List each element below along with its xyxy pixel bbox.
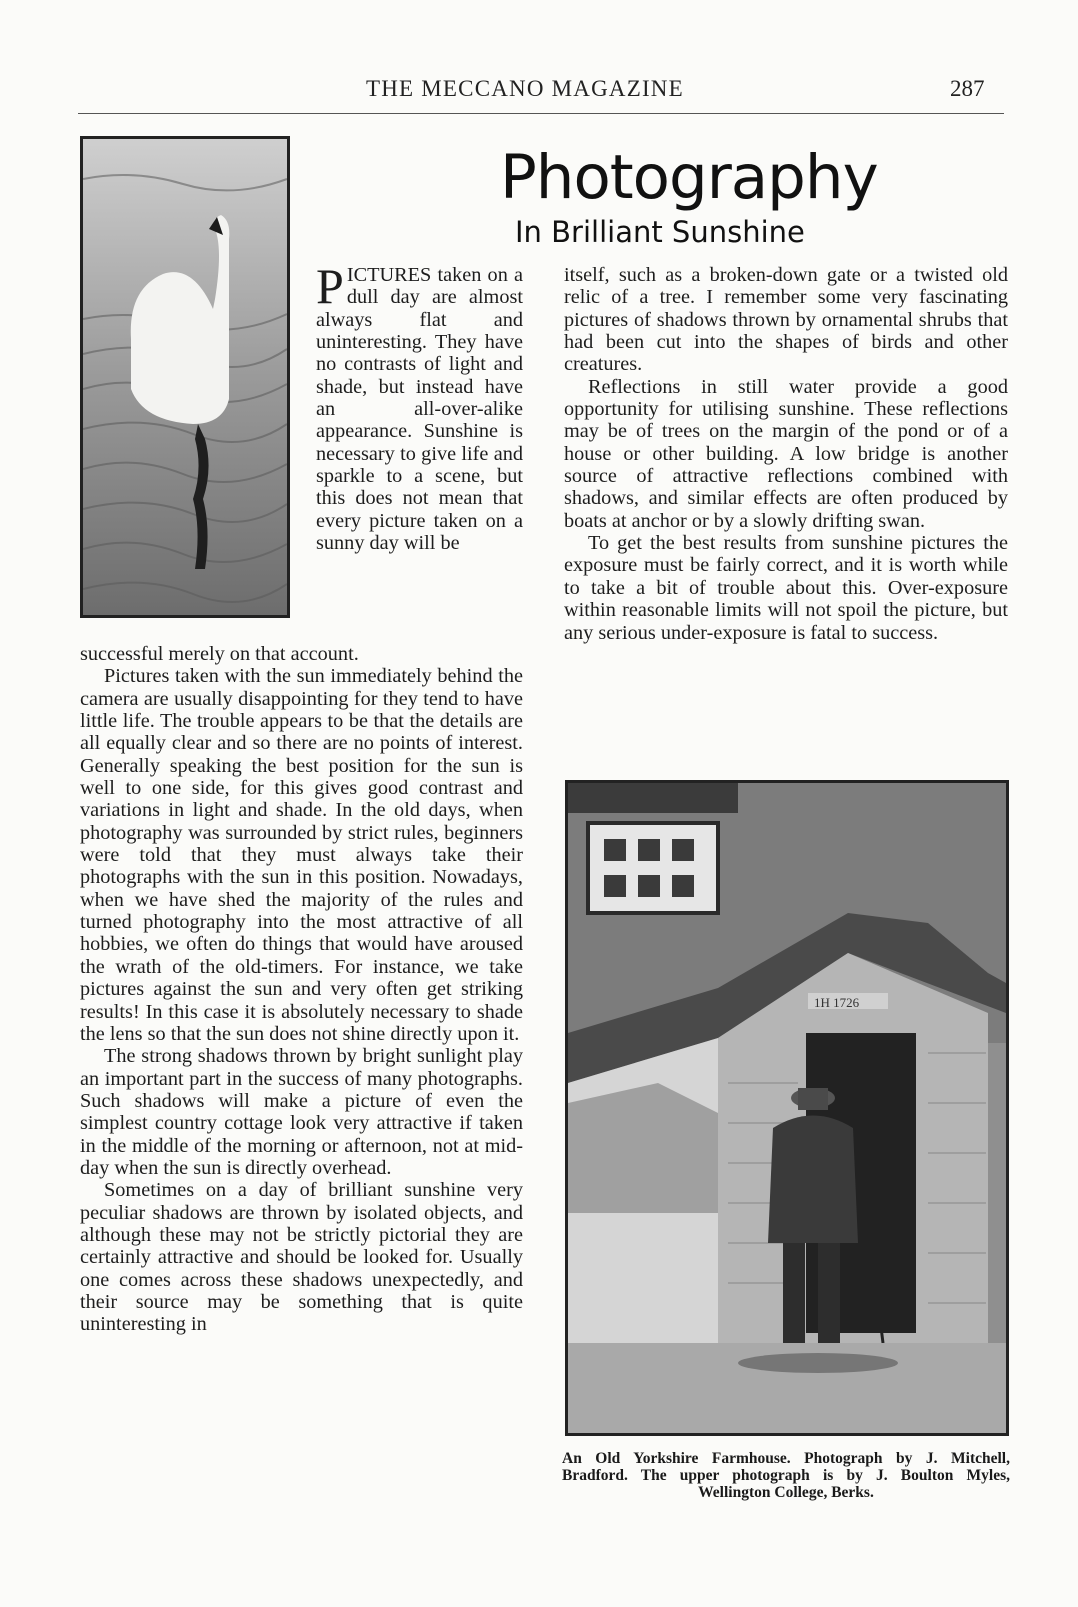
swan-photo [80, 136, 290, 618]
intro-continued: successful merely on that account. [80, 643, 359, 665]
intro-paragraph [316, 258, 523, 555]
page-number: 287 [950, 76, 985, 101]
farmhouse-photo-illustration [568, 783, 1006, 1433]
intro-text: ICTURES taken on a dull day are almost always flat and uninteresting. They have no contrasts of light and shade, but instead have an all-over-alike appearance. Sunshine is necessary to give life and sparkle to a scene, but this does not mean that every picture taken on a sunny day will be [316, 264, 523, 555]
article-title: Photography [500, 142, 878, 213]
paragraph-exposure: To get the best results from sunshine pictures the exposure must be fairly correct, and it is worth while to take a bit of trouble about this. Over-exposure within reasonable limits will not spoil the picture, but any serious under-exposure is fatal to success. [564, 532, 1008, 644]
paragraph-strong-shadows: The strong shadows thrown by bright sunlight play an important part in the success of many photographs. Such shadows will make a picture of even the simplest country cottage look very attractive if taken in the middle of the morning or afternoon, not at mid-day when the sun is directly overhead. [80, 1045, 523, 1179]
right-column [564, 264, 1008, 644]
photo-caption: An Old Yorkshire Farmhouse. Photograph by J. Mitchell, Bradford. The upper photograph is by J. Boulton Myles, Wellington College, Berks. [562, 1450, 1010, 1501]
paragraph-peculiar-shadows: Sometimes on a day of brilliant sunshine very peculiar shadows are thrown by isolated objects, and although these may not be strictly pictorial they are certainly attractive and should be looked for. Usually one comes across these shadows unexpectedly, and their source may be something that is quite uninteresting in [80, 1179, 523, 1336]
paragraph-sun-position: Pictures taken with the sun immediately behind the camera are usually disappointing for they tend to have little life. The trouble appears to be that the details are all equally clear and so there are no points of interest. Generally speaking the best position for the sun is well to one side, for this gives good contrast and variations in light and shade. In the old days, when photography was surrounded by strict rules, beginners were told that they must always take their photographs with the sun in this position. Nowadays, when we have shed the majority of the rules and turned photography into the most attractive of all hobbies, we often do things that would have aroused the wrath of the old-timers. For instance, we take pictures against the sun and very often get striking results! In this case it is absolutely necessary to shade the lens so that the sun does not shine directly upon it. [80, 665, 523, 1045]
header-rule [78, 113, 1004, 114]
lintel-date: 1H 1726 [814, 995, 860, 1010]
article-subtitle: In Brilliant Sunshine [515, 215, 805, 249]
drop-cap: P [316, 258, 344, 314]
left-column [80, 643, 523, 1336]
magazine-header-title: THE MECCANO MAGAZINE [366, 76, 684, 101]
paragraph-reflections: Reflections in still water provide a good opportunity for utilising sunshine. These reflections may be of trees on the margin of the pond or of a house or other building. A low bridge is another source of attractive reflections combined with shadows, and similar effects are often produced by boats at anchor or by a slowly drifting swan. [564, 375, 1008, 532]
right-continuation: itself, such as a broken-down gate or a twisted old relic of a tree. I remember some very fascinating pictures of shadows thrown by ornamental shrubs that had been cut into the shapes of birds and other creatures. [564, 264, 1008, 376]
swan-photo-illustration [83, 139, 287, 615]
farmhouse-photo [565, 780, 1009, 1436]
